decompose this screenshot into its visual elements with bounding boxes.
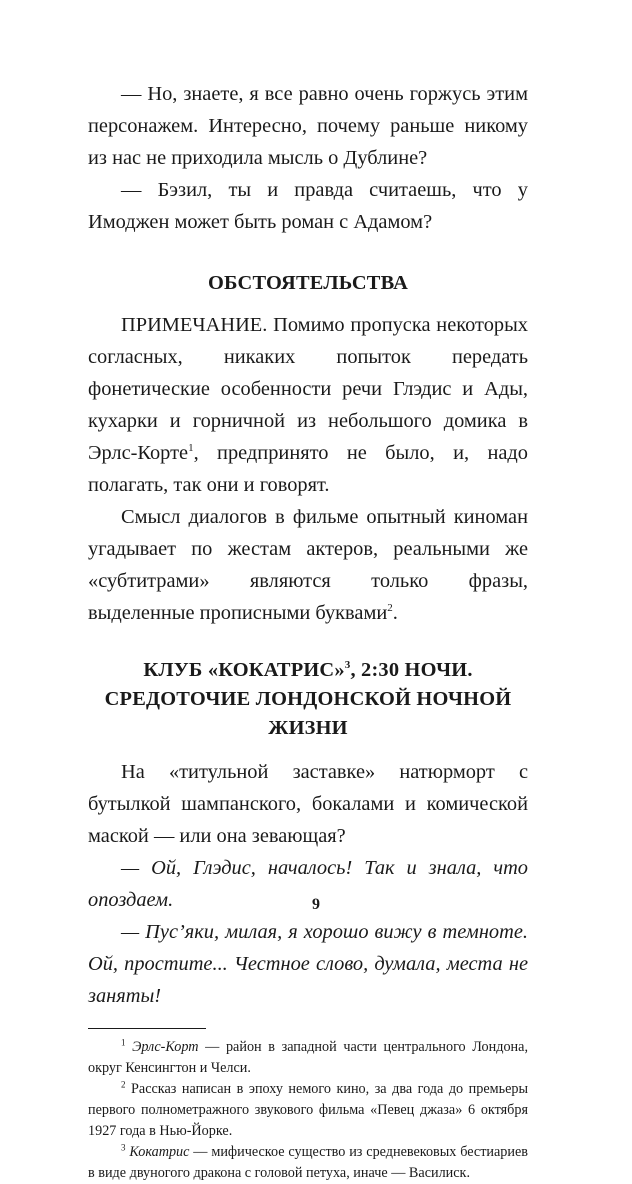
footnote-ref-3[interactable]: 3	[344, 659, 351, 672]
heading-club-line-2: СРЕДОТОЧИЕ ЛОНДОНСКОЙ НОЧНОЙ	[104, 688, 512, 710]
heading-club-time: , 2:30 НОЧИ.	[350, 659, 473, 681]
dialogue-paragraph-1: — Но, знаете, я все равно очень горжусь этим персонажем. Интересно, почему раньше никому из нас не приходила мысль о Дублине?	[88, 83, 528, 169]
footnote-3-text: — мифическое существо из средневековых бестиариев в виде двуногого дракона с головой петуха, иначе — Василиск.	[88, 1144, 528, 1181]
heading-club-line-3: ЖИЗНИ	[268, 717, 348, 739]
note-text-2a: Смысл диалогов в фильме опытный киноман угадывает по жестам актеров, реальными же «субтитрами» являются только фразы, выделенные прописными буквами	[88, 506, 528, 624]
footnote-1-mark: 1	[121, 1037, 126, 1048]
section-heading-club	[88, 656, 528, 743]
note-text-2b: .	[392, 602, 398, 624]
footnote-3	[88, 1142, 528, 1184]
footnote-ref-2[interactable]: 2	[387, 602, 393, 615]
note-paragraph-2	[88, 501, 528, 629]
page-number: 9	[312, 896, 320, 913]
scene-paragraph-1: На «титульной заставке» натюрморт с бутылкой шампанского, бокалами и комической маской — или она зевающая?	[88, 761, 528, 847]
footnote-ref-1[interactable]: 1	[188, 442, 194, 455]
footnote-3-mark: 3	[121, 1142, 126, 1153]
scene-dialogue-2: — Пус’яки, милая, я хорошо вижу в темноте. Ой, простите... Честное слово, думала, места не заняты!	[88, 921, 528, 1007]
footnote-3-term: Кокатрис	[129, 1144, 190, 1160]
scene-dialogue-1: — Ой, Глэдис, началось! Так и знала, что опоздаем.	[88, 857, 528, 911]
book-page	[88, 78, 528, 1184]
heading-club-line-1	[143, 659, 472, 681]
section-heading-circumstances: ОБСТОЯТЕЛЬСТВА	[207, 272, 409, 294]
note-text-1b: , предпринято не было, и, надо полагать, так они и говорят.	[88, 442, 528, 496]
note-paragraph-1	[88, 309, 528, 501]
footnote-2-text: Рассказ написан в эпоху немого кино, за два года до премьеры первого полнометражного звукового фильма «Певец джаза» 6 октября 1927 года в Нью-Йорке.	[88, 1081, 528, 1139]
note-text-1a: ПРИМЕЧАНИЕ. Помимо пропуска некоторых согласных, никаких попыток передать фонетические особенности речи Глэдис и Ады, кухарки и горничной из небольшого домика в Эрлс-Корте	[88, 314, 528, 464]
footnote-1	[88, 1037, 528, 1079]
footnote-1-text: — район в западной части центрального Лондона, округ Кенсингтон и Челси.	[88, 1039, 528, 1076]
footnote-2	[88, 1079, 528, 1142]
heading-club-text: КЛУБ «КОКАТРИС»	[143, 659, 345, 681]
footnote-1-term: Эрлс-Корт	[132, 1039, 199, 1055]
footnote-divider	[88, 1028, 206, 1029]
footnote-2-mark: 2	[121, 1079, 126, 1090]
dialogue-paragraph-2: — Бэзил, ты и правда считаешь, что у Имоджен может быть роман с Адамом?	[88, 179, 528, 233]
